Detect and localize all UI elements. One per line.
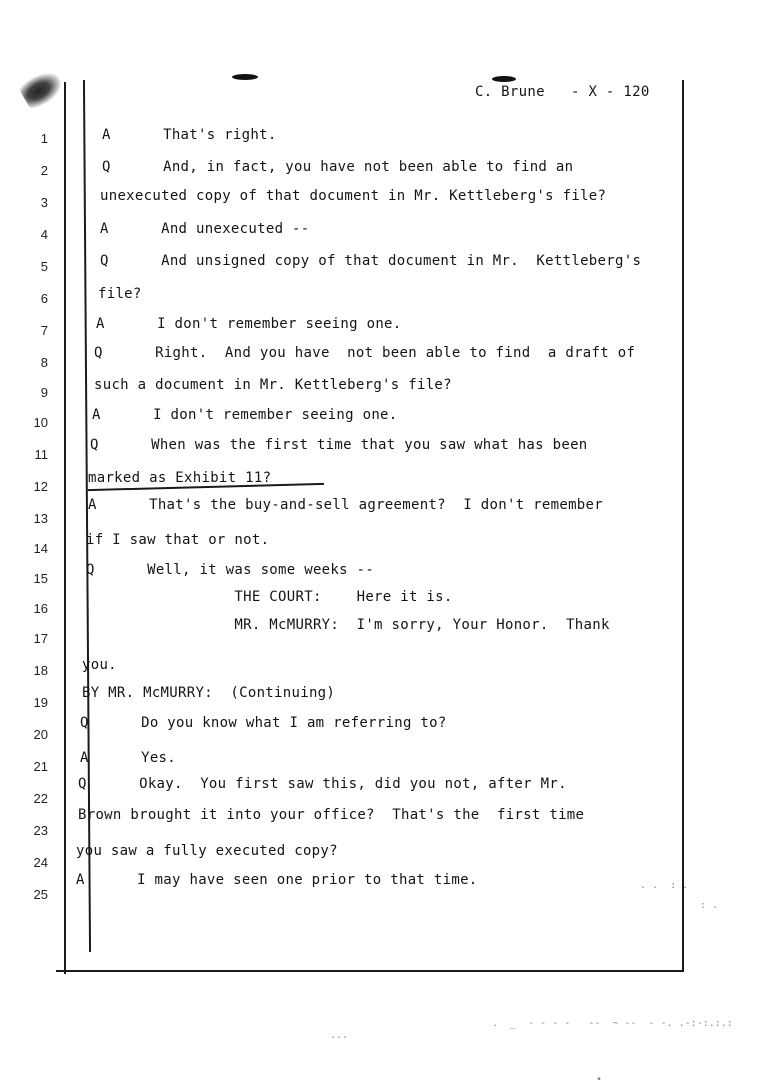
transcript-line: unexecuted copy of that document in Mr. Kettleberg's file?: [100, 188, 607, 204]
transcript-line: Q And unsigned copy of that document in Mr. Kettleberg's: [100, 253, 642, 269]
left-margin-rule-outer: [64, 82, 66, 974]
transcript-line: A I don't remember seeing one.: [92, 407, 398, 423]
transcript-line: Q Well, it was some weeks --: [86, 562, 375, 578]
line-number: 6: [40, 291, 48, 306]
line-number: 16: [33, 601, 48, 616]
transcript-line: A That's right.: [102, 127, 277, 143]
hole-punch-mark-left: [232, 74, 258, 80]
scan-noise: : .: [700, 900, 719, 911]
transcript-line: you.: [82, 657, 117, 673]
line-number: 23: [33, 823, 48, 838]
line-number: 19: [33, 695, 48, 710]
transcript-line: A And unexecuted --: [100, 221, 310, 237]
transcript-line: THE COURT: Here it is.: [86, 589, 453, 605]
transcript-line: Q When was the first time that you saw what has been: [90, 437, 588, 453]
line-number: 9: [40, 385, 48, 400]
line-number: 24: [33, 855, 48, 870]
scan-noise: ...: [330, 1030, 349, 1041]
line-number: 21: [33, 759, 48, 774]
hole-punch-mark-right: [492, 76, 516, 82]
transcript-line: marked as Exhibit 11?: [88, 470, 272, 486]
line-number: 15: [33, 571, 48, 586]
transcript-line: Brown brought it into your office? That's the first time: [78, 807, 585, 823]
line-number: 20: [33, 727, 48, 742]
transcript-line: you saw a fully executed copy?: [76, 843, 338, 859]
transcript-line: MR. McMURRY: I'm sorry, Your Honor. Thank: [86, 617, 610, 633]
line-number: 4: [40, 227, 48, 242]
line-number: 2: [40, 163, 48, 178]
page-header: C. Brune - X - 120: [475, 84, 650, 100]
line-number: 12: [33, 479, 48, 494]
ink-smudge: [18, 67, 67, 111]
transcript-line: A I may have seen one prior to that time.: [76, 872, 478, 888]
transcript-line: if I saw that or not.: [86, 532, 270, 548]
scan-noise: . _ - - - - -- ~ -- - -. .-:-:.:.:: [492, 1018, 733, 1029]
transcript-line: BY MR. McMURRY: (Continuing): [82, 685, 336, 701]
line-number: 3: [40, 195, 48, 210]
transcript-line: Q And, in fact, you have not been able to find an: [102, 159, 574, 175]
transcript-line: A That's the buy-and-sell agreement? I don't remember: [88, 497, 603, 513]
transcript-line: A Yes.: [80, 750, 177, 766]
transcript-line: Q Okay. You first saw this, did you not, after Mr.: [78, 776, 567, 792]
line-number: 17: [33, 631, 48, 646]
scan-noise: •: [596, 1074, 603, 1085]
line-number: 18: [33, 663, 48, 678]
line-number: 1: [40, 131, 48, 146]
line-number: 13: [33, 511, 48, 526]
line-number: 25: [33, 887, 48, 902]
right-margin-rule: [682, 80, 684, 970]
transcript-line: file?: [98, 286, 142, 302]
line-number: 14: [33, 541, 48, 556]
bottom-rule: [56, 970, 684, 972]
line-number: 22: [33, 791, 48, 806]
line-number: 10: [33, 415, 48, 430]
line-number: 11: [34, 447, 48, 462]
line-number: 5: [40, 259, 48, 274]
line-number: 8: [40, 355, 48, 370]
transcript-line: A I don't remember seeing one.: [96, 316, 402, 332]
transcript-line: such a document in Mr. Kettleberg's file?: [94, 377, 452, 393]
transcript-line: Q Right. And you have not been able to find a draft of: [94, 345, 636, 361]
line-number: 7: [40, 323, 48, 338]
scan-noise: . . : .: [640, 880, 689, 891]
transcript-line: Q Do you know what I am referring to?: [80, 715, 447, 731]
